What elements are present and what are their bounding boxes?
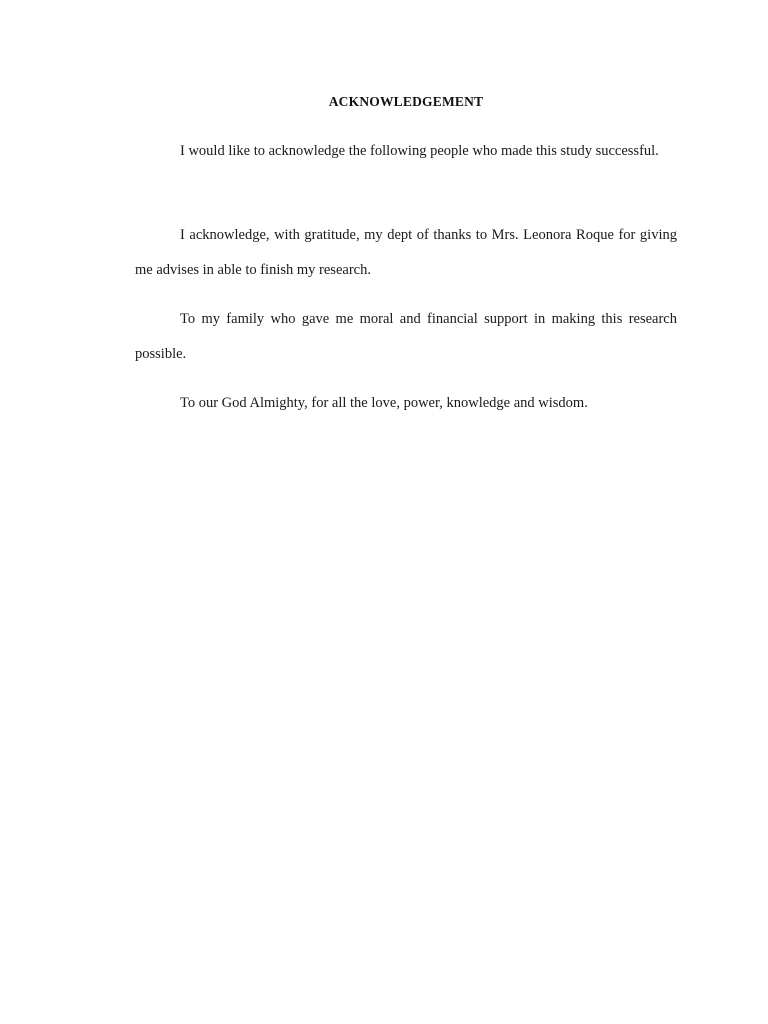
paragraph-god-thanks: To our God Almighty, for all the love, power, knowledge and wisdom. bbox=[180, 395, 588, 411]
paragraph-family-thanks: To my family who gave me moral and financial support in making this research possible. bbox=[135, 311, 677, 362]
page-title: ACKNOWLEDGEMENT bbox=[328, 94, 484, 109]
paragraph-adviser-thanks: I acknowledge, with gratitude, my dept of thanks to Mrs. Leonora Roque for giving me advises in able to finish my research. bbox=[135, 227, 677, 278]
paragraph-intro: I would like to acknowledge the following people who made this study successful. bbox=[180, 143, 659, 159]
